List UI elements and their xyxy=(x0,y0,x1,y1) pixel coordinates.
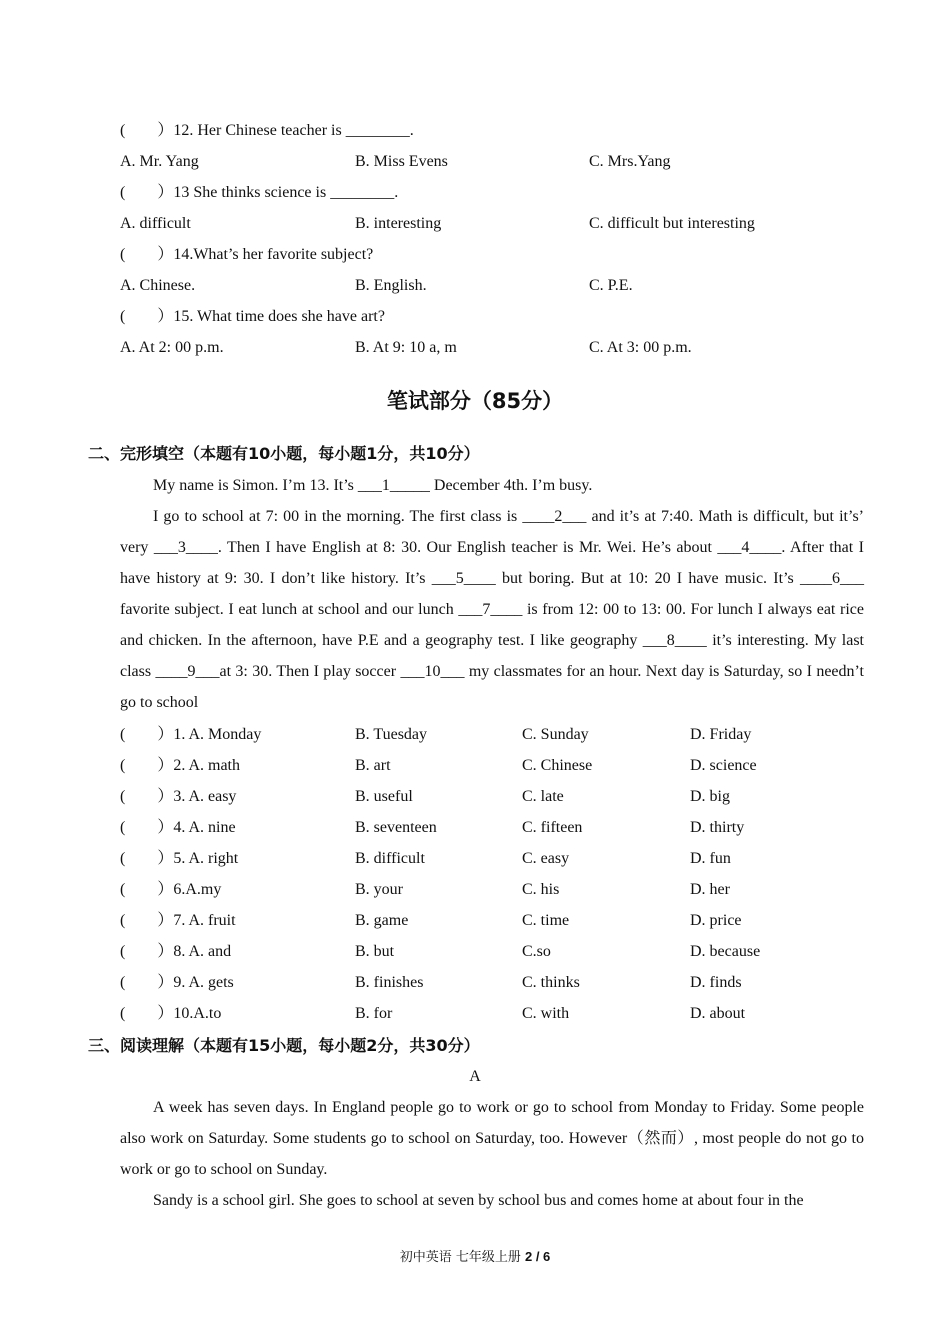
option-d: D. because xyxy=(690,943,761,960)
option-a: A. Chinese. xyxy=(120,277,196,294)
option-d: D. Friday xyxy=(690,726,752,743)
question-option-a: ( ）8. A. and xyxy=(120,943,232,960)
cloze-heading: 二、完形填空（本题有10小题，每小题1分，共10分） xyxy=(88,444,480,463)
page-footer xyxy=(0,1246,950,1265)
question-text: ( ）14.What’s her favorite subject? xyxy=(120,246,374,263)
option-b: B. Tuesday xyxy=(355,726,428,743)
option-c: C. Mrs.Yang xyxy=(589,153,671,170)
question-option-a: ( ）2. A. math xyxy=(120,757,240,774)
cloze-paragraph-1: My name is Simon. I’m 13. It’s ___1_____ December 4th. I’m busy. xyxy=(153,477,593,494)
option-d: D. finds xyxy=(690,974,742,991)
question-text: ( ）13 She thinks science is ________. xyxy=(120,184,399,201)
question-option-a: ( ）7. A. fruit xyxy=(120,912,236,929)
question-option-a: ( ）10.A.to xyxy=(120,1005,222,1022)
reading-passage xyxy=(120,1092,864,1216)
option-b: B. but xyxy=(355,943,395,960)
question-option-a: ( ）3. A. easy xyxy=(120,788,237,805)
option-c: C. thinks xyxy=(522,974,580,991)
cloze-paragraph-2: I go to school at 7: 00 in the morning. The first class is ____2___ and it’s at 7:40. Math is difficult, but it’s’ very ___3____. Then I have English at 8: 30. Our English teacher is Mr. Wei. He’s about ___4____. After that I have history at 9: 30. I don’t like history. It’s ___5____ but boring. But at 10: 20 I have music. It’s ____6___ favorite subject. I eat lunch at school and our lunch ___7____ is from 12: 00 to 13: 00. For lunch I always eat rice and chicken. In the afternoon, have P.E and a geography test. I like geography ___8____ it’s interesting. My last class ____9___at 3: 30. Then I play soccer ___10___ my classmates for an hour. Next day is Saturday, so I needn’t go to school xyxy=(120,508,864,711)
question-option-a: ( ）5. A. right xyxy=(120,850,239,867)
option-b: B. interesting xyxy=(355,215,442,232)
option-d: D. about xyxy=(690,1005,746,1022)
option-c: C. with xyxy=(522,1005,570,1022)
option-c: C. late xyxy=(522,788,564,805)
option-a: A. Mr. Yang xyxy=(120,153,199,170)
option-b: B. English. xyxy=(355,277,427,294)
question-text: ( ）15. What time does she have art? xyxy=(120,308,385,325)
reading-heading: 三、阅读理解（本题有15小题，每小题2分，共30分） xyxy=(88,1036,480,1055)
reading-paragraph-1: A week has seven days. In England people go to work or go to school from Monday to Friday. Some people also work on Saturday. Some students go to school on Saturday, too. However（然而）, most people do not go to work or go to school on Sunday. xyxy=(120,1099,864,1178)
question-option-a: ( ）9. A. gets xyxy=(120,974,234,991)
option-d: D. science xyxy=(690,757,757,774)
question-option-a: ( ）4. A. nine xyxy=(120,819,236,836)
option-b: B. seventeen xyxy=(355,819,437,836)
option-c: C. Sunday xyxy=(522,726,589,743)
option-b: B. useful xyxy=(355,788,413,805)
option-b: B. art xyxy=(355,757,391,774)
option-d: D. fun xyxy=(690,850,731,867)
option-c: C. fifteen xyxy=(522,819,583,836)
option-b: B. your xyxy=(355,881,403,898)
option-d: D. thirty xyxy=(690,819,745,836)
option-c: C. P.E. xyxy=(589,277,633,294)
option-a: A. difficult xyxy=(120,215,191,232)
option-d: D. price xyxy=(690,912,742,929)
option-c: C. At 3: 00 p.m. xyxy=(589,339,692,356)
question-text: ( ）12. Her Chinese teacher is ________. xyxy=(120,122,414,139)
option-c: C.so xyxy=(522,943,551,960)
footer-label: 初中英语 七年级上册 xyxy=(399,1250,521,1265)
option-c: C. time xyxy=(522,912,570,929)
option-b: B. game xyxy=(355,912,409,929)
written-section-title: 笔试部分（85分） xyxy=(386,389,564,413)
option-d: D. her xyxy=(690,881,730,898)
option-d: D. big xyxy=(690,788,730,805)
cloze-passage xyxy=(120,470,864,718)
option-a: A. At 2: 00 p.m. xyxy=(120,339,224,356)
option-b: B. finishes xyxy=(355,974,424,991)
option-b: B. At 9: 10 a, m xyxy=(355,339,457,356)
option-b: B. difficult xyxy=(355,850,425,867)
question-option-a: ( ）6.A.my xyxy=(120,881,222,898)
reading-paragraph-2: Sandy is a school girl. She goes to school at seven by school bus and comes home at about four in the xyxy=(153,1192,804,1209)
option-c: C. his xyxy=(522,881,560,898)
option-c: C. easy xyxy=(522,850,570,867)
option-b: B. for xyxy=(355,1005,393,1022)
question-option-a: ( ）1. A. Monday xyxy=(120,726,262,743)
passage-label: A xyxy=(469,1068,481,1085)
page-number: 2 / 6 xyxy=(524,1249,551,1264)
option-c: C. difficult but interesting xyxy=(589,215,755,232)
option-c: C. Chinese xyxy=(522,757,593,774)
option-b: B. Miss Evens xyxy=(355,153,448,170)
